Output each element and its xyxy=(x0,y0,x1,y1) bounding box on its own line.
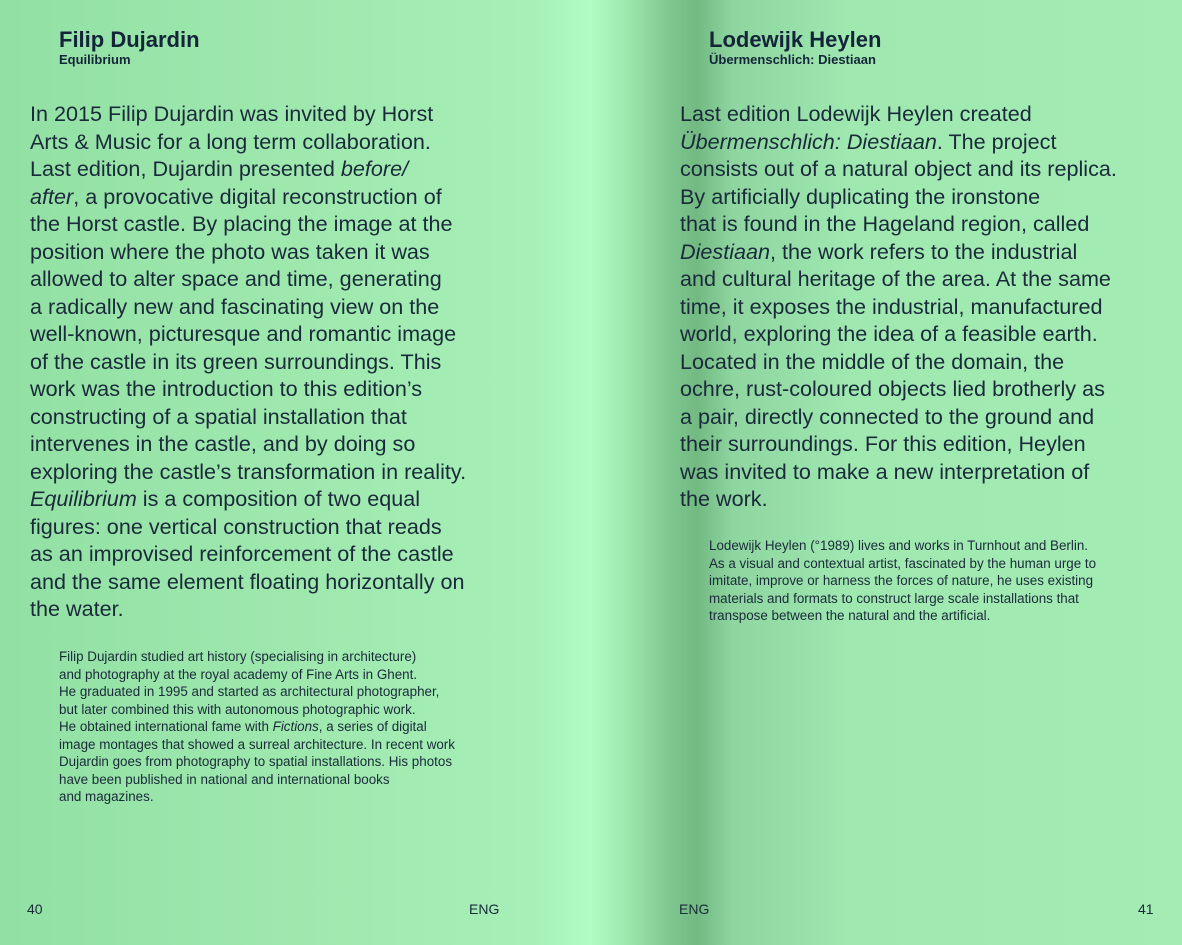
text-run: transpose between the natural and the artificial. xyxy=(709,608,991,623)
text-line xyxy=(30,348,510,376)
text-run: is a composition of two equal xyxy=(136,486,421,511)
text-run: and magazines. xyxy=(59,789,154,804)
text-run: By artificially duplicating the ironstone xyxy=(680,183,1041,209)
text-line xyxy=(680,348,1160,376)
text-line xyxy=(59,666,519,684)
text-line xyxy=(680,403,1160,431)
text-run: He obtained international fame with xyxy=(59,719,273,734)
text-line xyxy=(30,403,510,431)
text-run: have been published in national and international books xyxy=(59,771,390,787)
text-line xyxy=(59,788,519,806)
text-run: and the same element floating horizontally on xyxy=(30,568,465,594)
text-run: allowed to alter space and time, generating xyxy=(30,266,442,291)
text-line xyxy=(30,293,510,321)
text-line xyxy=(30,183,510,211)
text-run: , a series of digital xyxy=(318,719,427,734)
left-page xyxy=(0,0,590,945)
text-run: imitate, improve or harness the forces of nature, he uses existing xyxy=(709,573,1094,588)
text-line xyxy=(680,293,1160,321)
text-line xyxy=(680,183,1160,211)
text-run: the work. xyxy=(680,486,768,511)
right-body-text xyxy=(680,100,1160,513)
left-artist-bio xyxy=(59,648,519,806)
text-line xyxy=(30,513,510,541)
text-line xyxy=(680,155,1160,183)
text-run: the Horst castle. By placing the image at the xyxy=(30,211,453,236)
text-run: , a provocative digital reconstruction of xyxy=(73,183,442,209)
text-run: but later combined this with autonomous photographic work. xyxy=(59,701,416,717)
text-run: and cultural heritage of the area. At the same xyxy=(680,266,1111,291)
right-header xyxy=(709,28,881,68)
text-run: Located in the middle of the domain, the xyxy=(680,348,1065,374)
text-run: Lodewijk Heylen (°1989) lives and works in Turnhout and Berlin. xyxy=(709,538,1089,553)
text-run: ochre, rust-coloured objects lied brotherly as xyxy=(680,376,1105,401)
text-run: that is found in the Hageland region, called xyxy=(680,211,1090,236)
text-line xyxy=(30,485,510,513)
artist-name: Lodewijk Heylen xyxy=(709,27,882,52)
text-run: He graduated in 1995 and started as architectural photographer, xyxy=(59,684,440,699)
left-body-text xyxy=(30,100,510,623)
text-line xyxy=(680,210,1160,238)
language-label: ENG xyxy=(679,901,710,917)
text-run: the water. xyxy=(30,596,124,621)
text-run: consists out of a natural object and its replica. xyxy=(680,156,1117,181)
text-line xyxy=(59,718,519,736)
text-run: intervenes in the castle, and by doing so xyxy=(30,431,416,456)
page-number: 41 xyxy=(1138,901,1154,917)
text-line xyxy=(30,210,510,238)
text-run: a pair, directly connected to the ground and xyxy=(680,403,1095,429)
text-line xyxy=(30,595,510,623)
text-line xyxy=(30,238,510,266)
text-line xyxy=(680,238,1160,266)
text-line xyxy=(30,100,510,128)
text-run: a radically new and fascinating view on the xyxy=(30,293,440,319)
text-run: Last edition Lodewijk Heylen created xyxy=(680,101,1032,126)
text-line xyxy=(30,128,510,156)
italic-run: after xyxy=(30,183,74,209)
right-artist-bio xyxy=(709,537,1169,625)
text-run: As a visual and contextual artist, fascinated by the human urge to xyxy=(709,555,1097,571)
text-line xyxy=(680,265,1160,293)
text-line xyxy=(59,753,519,771)
text-run: Dujardin goes from photography to spatial installations. His photos xyxy=(59,754,453,769)
text-run: was invited to make a new interpretation of xyxy=(680,458,1090,484)
italic-run: Diestiaan xyxy=(680,238,771,264)
text-line xyxy=(59,771,519,789)
text-line xyxy=(30,375,510,403)
text-line xyxy=(680,375,1160,403)
text-run: , the work refers to the industrial xyxy=(770,238,1078,264)
text-line xyxy=(680,430,1160,458)
text-run: figures: one vertical construction that reads xyxy=(30,513,442,539)
page-number: 40 xyxy=(27,901,43,917)
text-line xyxy=(680,485,1160,513)
text-line xyxy=(709,572,1169,590)
text-run: image montages that showed a surreal architecture. In recent work xyxy=(59,736,455,752)
text-line xyxy=(59,701,519,719)
text-run: world, exploring the idea of a feasible earth. xyxy=(680,321,1098,346)
text-line xyxy=(709,537,1169,555)
text-line xyxy=(680,458,1160,486)
text-line xyxy=(30,430,510,458)
text-line xyxy=(680,320,1160,348)
text-run: materials and formats to construct large scale installations that xyxy=(709,590,1079,606)
italic-run: before/ xyxy=(340,156,409,181)
text-run: their surroundings. For this edition, Heylen xyxy=(680,431,1086,456)
text-line xyxy=(680,100,1160,128)
text-line xyxy=(709,555,1169,573)
text-run: exploring the castle’s transformation in reality. xyxy=(30,458,467,484)
text-line xyxy=(680,128,1160,156)
text-line xyxy=(59,736,519,754)
text-line xyxy=(30,320,510,348)
text-line xyxy=(30,458,510,486)
text-run: as an improvised reinforcement of the castle xyxy=(30,541,454,566)
text-line xyxy=(59,683,519,701)
text-line xyxy=(709,590,1169,608)
text-line xyxy=(59,648,519,666)
text-run: of the castle in its green surroundings. This xyxy=(30,348,442,374)
text-line xyxy=(30,155,510,183)
text-run: work was the introduction to this edition’s xyxy=(30,376,423,401)
work-title: Equilibrium xyxy=(59,52,131,67)
text-run: well-known, picturesque and romantic image xyxy=(30,321,457,346)
language-label: ENG xyxy=(469,901,500,917)
text-line xyxy=(30,540,510,568)
text-run: and photography at the royal academy of Fine Arts in Ghent. xyxy=(59,666,418,682)
text-run: In 2015 Filip Dujardin was invited by Horst xyxy=(30,101,434,126)
text-run: Arts & Music for a long term collaboration. xyxy=(30,128,431,154)
text-line xyxy=(30,265,510,293)
text-run: Filip Dujardin studied art history (specialising in architecture) xyxy=(59,649,417,664)
work-title: Übermenschlich: Diestiaan xyxy=(709,52,876,67)
left-header xyxy=(59,28,200,68)
right-page xyxy=(592,0,1182,945)
italic-run: Equilibrium xyxy=(30,486,137,511)
italic-run: Fictions xyxy=(272,719,319,734)
text-run: position where the photo was taken it was xyxy=(30,238,430,264)
text-run: time, it exposes the industrial, manufactured xyxy=(680,293,1103,319)
text-run: . The project xyxy=(936,128,1057,154)
text-run: constructing of a spatial installation that xyxy=(30,403,407,429)
text-run: Last edition, Dujardin presented xyxy=(30,156,341,181)
italic-run: Übermenschlich: Diestiaan xyxy=(680,128,937,154)
text-line xyxy=(709,607,1169,625)
artist-name: Filip Dujardin xyxy=(59,27,200,52)
text-line xyxy=(30,568,510,596)
